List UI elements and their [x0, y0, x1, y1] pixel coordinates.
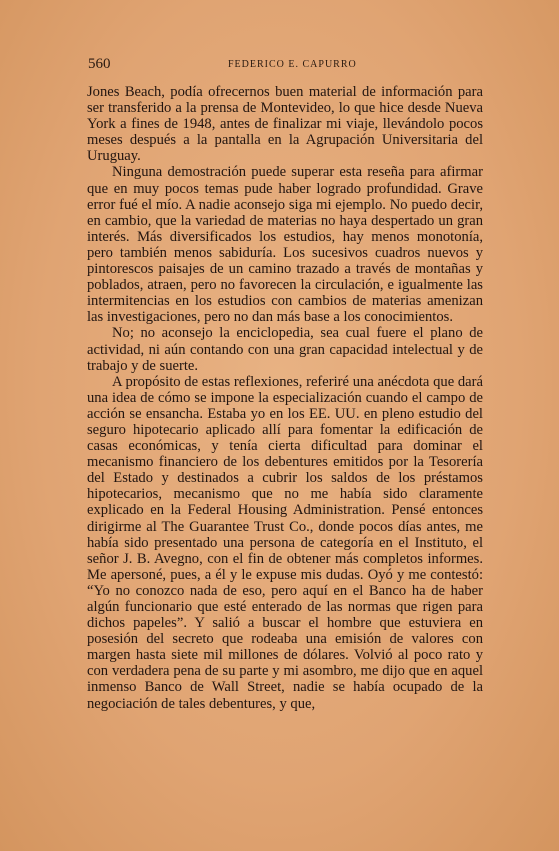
body-text: [87, 84, 483, 712]
page-number: 560: [88, 56, 111, 72]
paragraph: Jones Beach, podía ofrecernos buen material de información para ser transferido a la prensa de Montevideo, lo que hice desde Nueva York a fines de 1948, antes de finalizar mi viaje, llevándolo pocos meses después a la pantalla en la Agrupación Universitaria del Uruguay.: [87, 84, 483, 165]
paragraph: No; no aconsejo la enciclopedia, sea cual fuere el plano de actividad, ni aún contando con una gran capacidad intelectual y de trabajo y de suerte.: [87, 325, 483, 374]
running-head: FEDERICO E. CAPURRO: [228, 59, 357, 70]
paragraph: A propósito de estas reflexiones, referiré una anécdota que dará una idea de cómo se impone la especialización cuando el campo de acción se ensancha. Estaba yo en los EE. UU. en pleno estudio del seguro hipotecario aplicado allí para fomentar la edificación de casas económicas, y tenía cierta dificultad para dominar el mecanismo financiero de los debentures emitidos por la Tesorería del Estado y destinados a cubrir los saldos de los préstamos hipotecarios, mecanismo que no me había sido claramente explicado en la Federal Housing Administration. Pensé entonces dirigirme al The Guarantee Trust Co., donde pocos días antes, me había sido presentado una persona de categoría en el Instituto, el señor J. B. Avegno, con el fin de obtener más completos informes. Me apersoné, pues, a él y le expuse mis dudas. Oyó y me contestó: “Yo no conozco nada de eso, pero aquí en el Banco ha de haber algún funcionario que esté enterado de las normas que rigen para dichos papeles”. Y salió a buscar el hombre que estuviera en posesión del secreto que rodeaba una emisión de valores con margen hasta siete mil millones de dólares. Volvió al poco rato y con verdadera pena de su parte y mi asombro, me dijo que en aquel inmenso Banco de Wall Street, nadie se había ocupado de la negociación de tales debentures, y que,: [87, 373, 483, 712]
paragraph: Ninguna demostración puede superar esta reseña para afirmar que en muy pocos temas pude haber logrado profundidad. Grave error fué el mío. A nadie aconsejo siga mi ejemplo. No puedo decir, en cambio, que la variedad de materias no haya despertado un gran interés. Más diversificados los estudios, hay menos monotonía, pero también menos sabiduría. Los sucesivos cuadros nuevos y pintorescos paisajes de un camino trazado a través de montañas y poblados, atraen, pero no favorecen la circulación, e igualmente las intermitencias en los estudios con cambios de materias amenizan las investigaciones, pero no dan más base a los conocimientos.: [87, 164, 483, 326]
page-header: [88, 56, 481, 78]
